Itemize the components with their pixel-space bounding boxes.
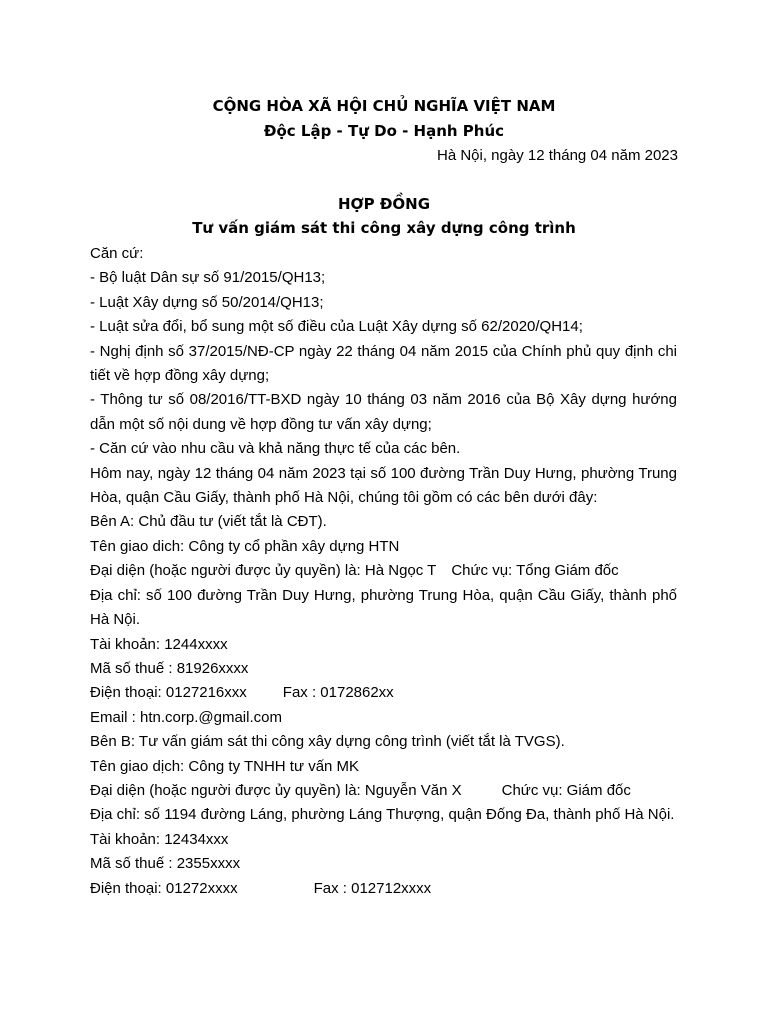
- contract-body: [90, 242, 677, 901]
- basis-item: - Luật sửa đổi, bổ sung một số điều của Luật Xây dựng số 62/2020/QH14;: [90, 318, 583, 336]
- party-b-contact-line: [90, 877, 677, 901]
- party-b-fax: Fax : 012712xxxx: [313, 879, 432, 897]
- basis-item: - Căn cứ vào nhu cầu và khả năng thực tế của các bên.: [90, 440, 461, 458]
- date-place: Hà Nội, ngày 12 tháng 04 năm 2023: [436, 147, 678, 164]
- party-a-email: Email : htn.corp.@gmail.com: [90, 708, 282, 726]
- basis-item: - Bộ luật Dân sự số 91/2015/QH13;: [90, 269, 326, 287]
- party-b-position: Chức vụ: Giám đốc: [501, 781, 631, 799]
- party-a-trade-name: Tên giao dich: Công ty cổ phần xây dựng HTN: [90, 537, 400, 555]
- party-a-representative: Đại diện (hoặc người được ủy quyền) là: Hà Ngọc T: [90, 562, 437, 580]
- party-b-phone: Điện thoại: 01272xxxx: [90, 879, 238, 897]
- party-a-account: Tài khoản: 1244xxxx: [90, 635, 228, 653]
- contract-subtitle: Tư vấn giám sát thi công xây dựng công trình: [192, 219, 576, 237]
- basis-item: - Luật Xây dựng số 50/2014/QH13;: [90, 293, 324, 311]
- party-a-representative-line: [90, 559, 677, 583]
- party-a-tax-code: Mã số thuế : 81926xxxx: [90, 659, 249, 677]
- national-title: CỘNG HÒA XÃ HỘI CHỦ NGHĨA VIỆT NAM: [212, 97, 556, 115]
- intro-paragraph: Hôm nay, ngày 12 tháng 04 năm 2023 tại số 100 đường Trần Duy Hưng, phường Trung Hòa, quận Cầu Giấy, thành phố Hà Nội, chúng tôi gồm có các bên dưới đây:: [90, 464, 677, 507]
- basis-item: - Nghị định số 37/2015/NĐ-CP ngày 22 tháng 04 năm 2015 của Chính phủ quy định chi tiết về hợp đồng xây dựng;: [90, 342, 677, 385]
- party-b-address: Địa chỉ: số 1194 đường Láng, phường Láng Thượng, quận Đống Đa, thành phố Hà Nội.: [90, 806, 675, 824]
- party-a-phone: Điện thoại: 0127216xxx: [90, 684, 247, 702]
- party-a-address: Địa chỉ: số 100 đường Trần Duy Hưng, phường Trung Hòa, quận Cầu Giấy, thành phố Hà Nội.: [90, 586, 677, 629]
- party-a-contact-line: [90, 681, 677, 705]
- party-b-representative: Đại diện (hoặc người được ủy quyền) là: Nguyễn Văn X: [90, 781, 462, 799]
- party-a-position: Chức vụ: Tổng Giám đốc: [451, 562, 619, 580]
- party-b-representative-line: [90, 779, 677, 803]
- party-b-tax-code: Mã số thuế : 2355xxxx: [90, 855, 241, 873]
- basis-item: - Thông tư số 08/2016/TT-BXD ngày 10 tháng 03 năm 2016 của Bộ Xây dựng hướng dẫn một số nội dung về hợp đồng tư vấn xây dựng;: [90, 391, 677, 433]
- basis-label: Căn cứ:: [90, 245, 144, 262]
- party-a-fax: Fax : 0172862xx: [282, 684, 394, 702]
- national-motto: Độc Lập - Tự Do - Hạnh Phúc: [263, 122, 505, 140]
- party-b-account: Tài khoản: 12434xxx: [90, 830, 229, 848]
- party-b-trade-name: Tên giao dịch: Công ty TNHH tư vấn MK: [90, 757, 360, 775]
- contract-title: HỢP ĐỒNG: [337, 195, 431, 213]
- party-a-heading: Bên A: Chủ đầu tư (viết tắt là CĐT).: [90, 513, 327, 531]
- party-b-heading: Bên B: Tư vấn giám sát thi công xây dựng công trình (viết tắt là TVGS).: [90, 733, 565, 751]
